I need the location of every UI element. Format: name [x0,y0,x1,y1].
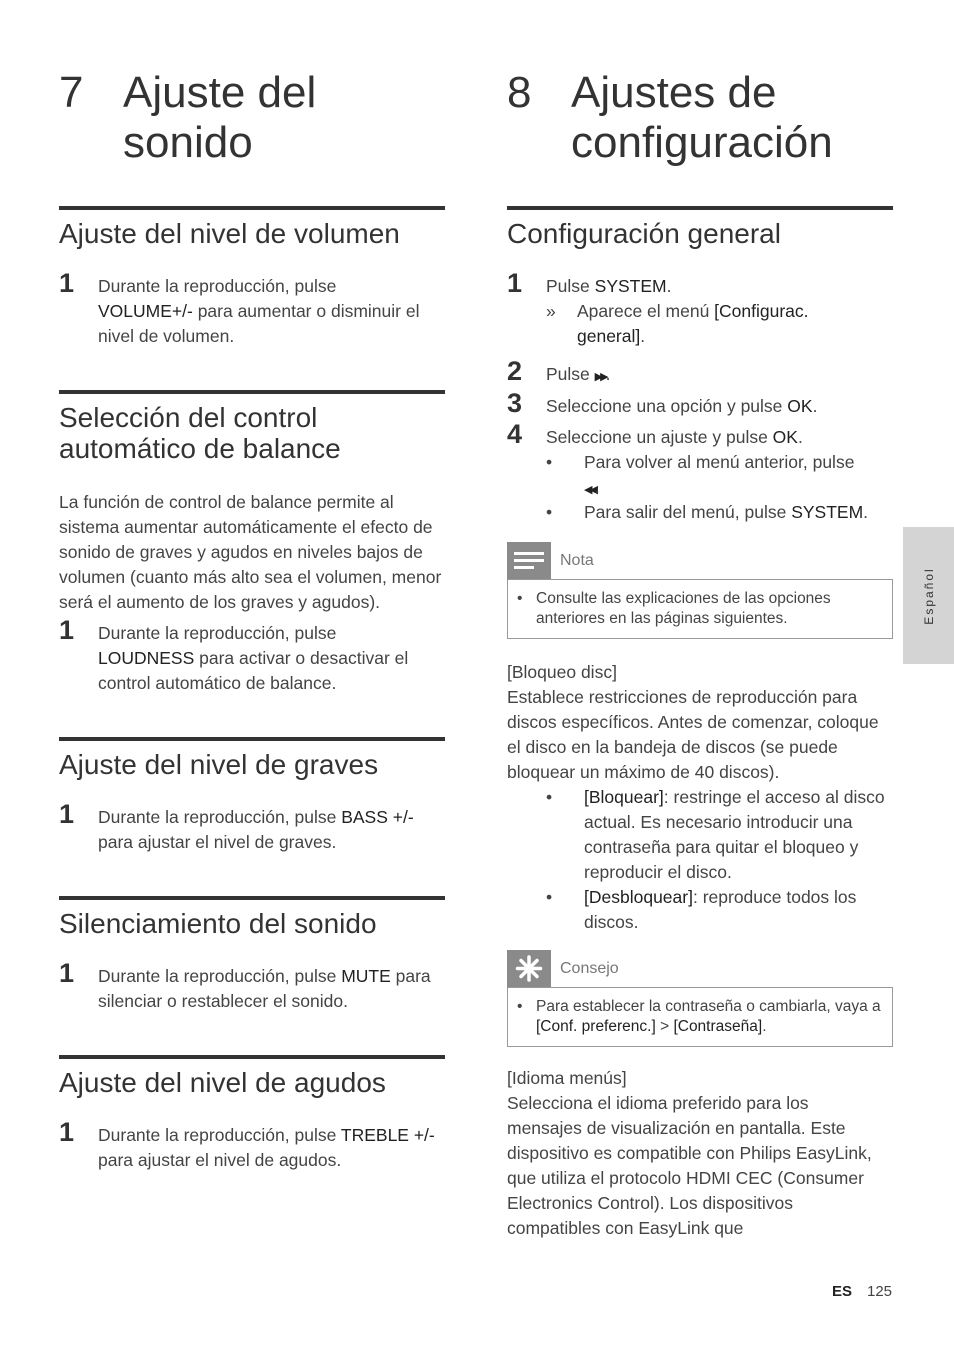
step-number: 1 [59,1117,75,1147]
step-number: 4 [507,419,523,449]
step-2: 2 Pulse ▶▶. [507,356,611,386]
step-number: 1 [59,958,75,988]
chapter-title: Ajustes de configuración [571,68,833,167]
step-4-bullet-exit: • Para salir del menú, pulse SYSTEM. [546,500,891,525]
bloqueo-heading: [Bloqueo disc] [507,662,617,682]
section-treble [59,1055,445,1098]
idioma-heading: [Idioma menús] [507,1068,627,1088]
page-number: 125 [867,1283,893,1300]
bullet: • [546,452,553,472]
bullet: • [546,787,553,807]
step-number: 1 [507,268,523,298]
section-title: Ajuste del nivel de volumen [59,218,400,249]
tip-content: • Para establecer la contraseña o cambiarla, vaya a [Conf. preferenc.] > [Contraseña]. [507,987,893,1047]
bloqueo-bullet-lock: • [Bloquear]: restringe el acceso al disco actual. Es necesario introducir una contraseña para quitar el bloqueo y reproducir el disco. [546,787,885,882]
section-title: Silenciamiento del sonido [59,908,377,939]
section-general-config [507,206,893,249]
note-box [507,542,893,639]
bullet: • [546,887,553,907]
step-number: 3 [507,388,523,418]
section-rule [59,390,445,394]
step-1-result: » Aparece el menú [Configurac. general]. [546,301,809,346]
section-rule [59,1055,445,1059]
section-balance [59,390,445,464]
section-rule [59,737,445,741]
bloqueo-paragraph: Establece restricciones de reproducción para discos específicos. Antes de comenzar, coloque el disco en la bandeja de discos (se puede bloquear un máximo de 40 discos). [507,687,879,782]
step-1-system: 1 Pulse SYSTEM. [507,268,672,298]
section-mute [59,896,445,939]
footer-language: ES [832,1283,853,1300]
forward-icon: ▶▶ [594,371,606,383]
step-bass: 1 Durante la reproducción, pulse BASS +/- para ajustar el nivel de graves. [59,799,414,852]
tip-icon [507,950,551,987]
section-rule [59,206,445,210]
idioma-paragraph: Selecciona el idioma preferido para los mensajes de visualización en pantalla. Este dispositivo es compatible con Philips EasyLink, que utiliza el protocolo HDMI CEC (Consumer Electronics Control). Los dispositivos compatibles con EasyLink que [507,1093,872,1238]
section-title: Configuración general [507,218,781,249]
step-4-bullet-back: • Para volver al menú anterior, pulse ◀◀. [546,452,855,497]
step-number: 2 [507,356,523,386]
tip-box [507,950,893,1047]
bloqueo-bullet-unlock: • [Desbloquear]: reproduce todos los discos. [546,887,857,932]
step-number: 1 [59,268,75,298]
bullet: • [546,502,553,522]
note-icon [507,542,551,579]
chapter-number: 8 [507,68,532,117]
step-loudness: 1 Durante la reproducción, pulse LOUDNESS para activar o desactivar el control automático de balance. [59,615,409,693]
section-title: Ajuste del nivel de graves [59,749,379,780]
step-3: 3 Seleccione una opción y pulse OK. [507,388,818,418]
note-label: Nota [560,552,594,569]
balance-paragraph: La función de control de balance permite al sistema aumentar automáticamente el efecto de sonido de graves y agudos en niveles bajos de volumen (cuanto más alto sea el volumen, menor será el aumento de los graves y agudos). [59,492,442,612]
result-arrow-icon: » [546,301,556,321]
language-side-tab: Español [903,527,954,664]
chapter-number: 7 [59,68,84,117]
step-volume: 1 Durante la reproducción, pulse VOLUME+/- para aumentar o disminuir el nivel de volumen. [59,268,420,346]
step-4: 4 Seleccione un ajuste y pulse OK. [507,419,803,449]
step-mute: 1 Durante la reproducción, pulse MUTE para silenciar o restablecer el sonido. [59,958,431,1011]
section-title: Ajuste del nivel de agudos [59,1067,386,1098]
tip-label: Consejo [560,960,619,977]
section-rule [59,896,445,900]
step-number: 1 [59,615,75,645]
chapter-title: Ajuste del sonido [123,68,317,167]
step-number: 1 [59,799,75,829]
step-treble: 1 Durante la reproducción, pulse TREBLE +/- para ajustar el nivel de agudos. [59,1117,435,1170]
note-content: • Consulte las explicaciones de las opciones anteriores en las páginas siguientes. [507,579,893,639]
section-rule [507,206,893,210]
rewind-icon: ◀◀ [584,484,595,496]
section-volume [59,206,445,249]
section-title: Selección del control automático de balance [59,402,341,464]
section-bass [59,737,445,780]
